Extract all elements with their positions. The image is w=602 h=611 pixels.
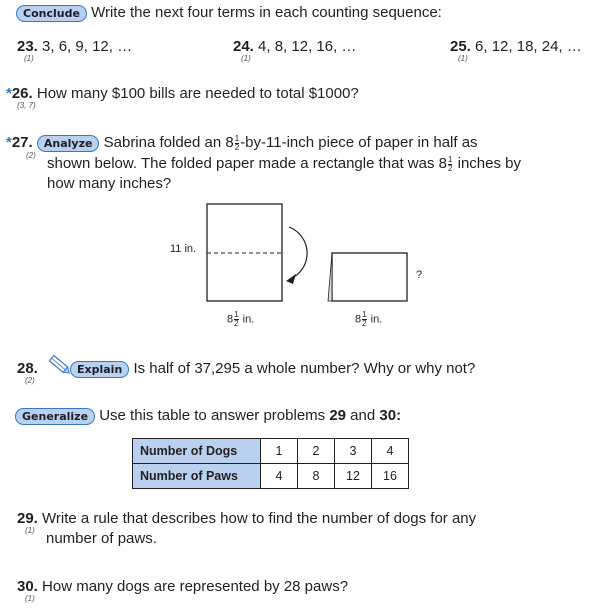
whole: 8	[355, 313, 362, 326]
whole: 8	[227, 313, 234, 326]
problem-text: 6, 12, 18, 24, …	[475, 38, 582, 55]
problem-text: Write a rule that describes how to find the number of dogs for any	[42, 510, 477, 527]
problem-24	[233, 37, 356, 57]
lesson-ref: (1)	[241, 54, 251, 63]
numerator: 1	[234, 133, 240, 143]
lesson-ref: (1)	[25, 594, 35, 603]
problem-28-body	[70, 359, 475, 379]
instruction-text: Use this table to answer problems	[99, 407, 330, 424]
problem-number: 30.	[17, 578, 38, 595]
table-cell: 16	[372, 464, 409, 489]
width-label-left	[227, 311, 254, 328]
table-cell: 4	[372, 439, 409, 464]
intro	[16, 3, 442, 23]
lesson-ref: (1)	[458, 54, 468, 63]
fold-arrow	[289, 227, 307, 279]
problem-25	[450, 37, 582, 57]
problem-number: 24.	[233, 38, 254, 55]
pencil-icon	[46, 353, 72, 377]
fraction-half	[448, 156, 452, 173]
star-marker: *	[6, 85, 12, 102]
fraction-half	[362, 311, 366, 328]
table-cell: 12	[335, 464, 372, 489]
instruction-text: and	[346, 407, 380, 424]
conclude-badge: Conclude	[16, 5, 87, 22]
problem-27-line2	[47, 154, 521, 174]
problem-number: 23.	[17, 38, 38, 55]
problem-30	[17, 577, 348, 597]
problem-text: How many dogs are represented by 28 paws?	[42, 578, 349, 595]
table-cell: 8	[298, 464, 335, 489]
problem-number: 28.	[17, 360, 38, 377]
analyze-badge: Analyze	[37, 135, 100, 152]
unit: in.	[367, 313, 383, 326]
unit: in.	[239, 313, 255, 326]
problem-text: 3, 6, 9, 12, …	[42, 38, 133, 55]
star-marker: *	[6, 134, 12, 151]
problem-text: Sabrina folded an 8	[103, 134, 234, 151]
problem-text: shown below. The folded paper made a rectangle that was 8	[47, 155, 447, 172]
problem-text: inches by	[453, 155, 521, 172]
table-cell: 3	[335, 439, 372, 464]
explain-badge: Explain	[70, 361, 129, 378]
width-label-right	[355, 311, 382, 328]
problem-26	[6, 84, 359, 104]
arrowhead-icon	[286, 274, 296, 284]
height-label: 11 in.	[170, 243, 197, 255]
unknown-label: ?	[416, 269, 423, 281]
table-row	[133, 439, 409, 464]
problem-ref: 29	[329, 407, 347, 424]
problem-number: 26.	[11, 85, 33, 102]
problem-text: How many $100 bills are needed to total $1000?	[36, 85, 359, 102]
dogs-paws-table	[132, 438, 409, 489]
numerator: 1	[362, 310, 367, 319]
problem-27-line1	[6, 133, 478, 153]
denominator: 2	[234, 319, 239, 328]
generalize-badge: Generalize	[15, 408, 95, 425]
generalize-instruction	[15, 406, 401, 426]
lesson-ref: (3, 7)	[17, 101, 36, 110]
fraction-half	[234, 311, 238, 328]
row-header: Number of Dogs	[133, 439, 261, 464]
folded-paper	[332, 253, 407, 301]
table-row	[133, 464, 409, 489]
denominator: 2	[447, 163, 453, 173]
problem-23	[17, 37, 132, 57]
paper-fold-diagram	[150, 195, 450, 335]
folded-flap	[328, 253, 332, 301]
problem-number: 29.	[17, 510, 38, 527]
table-cell: 1	[261, 439, 298, 464]
problem-text: Is half of 37,295 a whole number? Why or why not?	[133, 360, 476, 377]
table-cell: 4	[261, 464, 298, 489]
problem-29	[17, 509, 476, 529]
problem-number: 25.	[450, 38, 471, 55]
problem-text: 4, 8, 12, 16, …	[258, 38, 357, 55]
denominator: 2	[362, 319, 367, 328]
problem-27-line3: how many inches?	[47, 175, 172, 192]
problem-29-line2: number of paws.	[46, 530, 157, 547]
problem-ref: 30:	[379, 407, 402, 424]
fraction-half	[235, 135, 239, 152]
numerator: 1	[234, 310, 239, 319]
lesson-ref: (1)	[25, 526, 35, 535]
row-header: Number of Paws	[133, 464, 261, 489]
numerator: 1	[447, 154, 453, 164]
table-cell: 2	[298, 439, 335, 464]
problem-text: -by-11-inch piece of paper in half as	[240, 134, 478, 151]
denominator: 2	[234, 142, 240, 152]
problem-number: 27.	[11, 134, 33, 151]
lesson-ref: (2)	[26, 151, 36, 160]
lesson-ref: (2)	[25, 376, 35, 385]
intro-text: Write the next four terms in each counting sequence:	[91, 4, 442, 21]
lesson-ref: (1)	[24, 54, 34, 63]
